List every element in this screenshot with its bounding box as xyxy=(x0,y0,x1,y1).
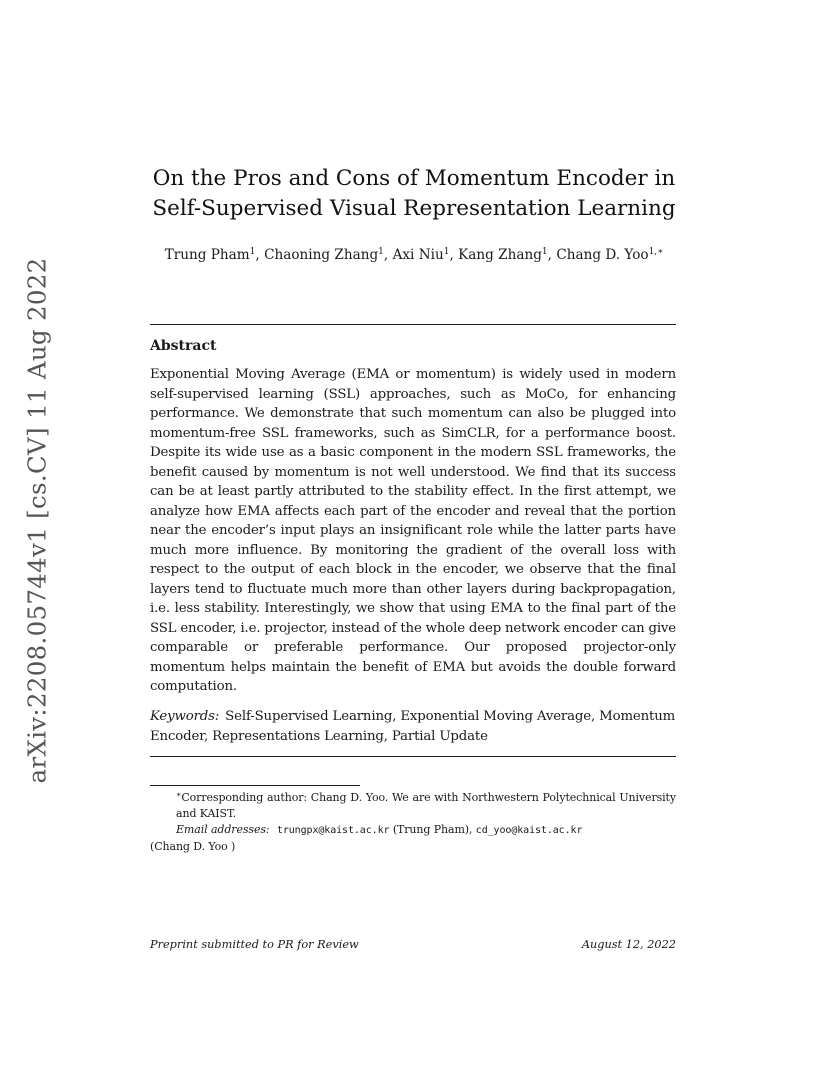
author-name: Trung Pham xyxy=(164,247,250,263)
submission-date: August 12, 2022 xyxy=(581,938,676,951)
email-link-1[interactable]: trungpx@kaist.ac.kr xyxy=(276,825,390,836)
arxiv-identifier xyxy=(22,256,52,784)
email-owner-2: (Chang D. Yoo ) xyxy=(150,840,236,853)
preprint-note: Preprint submitted to PR for Review xyxy=(150,938,359,951)
keywords-block xyxy=(150,707,676,746)
abstract-top-rule xyxy=(150,324,676,325)
author-list: Trung Pham$^1$, Chaoning Zhang$^1$, Axi Niu$^1$, Kang Zhang$^1$, Chang D. Yoo$^{1,∗}$ xyxy=(164,247,664,263)
author-name: Chang D. Yoo xyxy=(556,247,649,263)
footnote-corresponding xyxy=(150,790,676,822)
author-name: Axi Niu xyxy=(392,247,444,263)
email-owner-1: (Trung Pham), xyxy=(392,823,473,836)
author-affiliation-mark: 1 xyxy=(443,247,450,257)
author-affiliation-mark: 1,∗ xyxy=(648,247,664,257)
footnote-emails xyxy=(150,822,676,839)
title-line-2: Self-Supervised Visual Representation Learning xyxy=(152,196,676,221)
author-name: Chaoning Zhang xyxy=(264,247,379,263)
abstract-body: Exponential Moving Average (EMA or momentum) is widely used in modern self-supervised learning (SSL) approaches, such as MoCo, for enhancing performance. We demonstrate that such momentum can also be plugged into momentum-free SSL frameworks, such as SimCLR, for a performance boost. Despite its wide use as a basic component in the modern SSL frameworks, the benefit caused by momentum is not well understood. We find that its success can be at least partly attributed to the stability effect. In the first attempt, we analyze how EMA affects each part of the encoder and reveal that the portion near the encoder’s input plays an insignificant role while the latter parts have much more influence. By monitoring the gradient of the overall loss with respect to the output of each block in the encoder, we observe that the final layers tend to fluctuate much more than other layers during backpropagation, i.e. less stability. Interestingly, we show that using EMA to the final part of the SSL encoder, i.e. projector, instead of the whole deep network encoder can give comparable or preferable performance. Our proposed projector-only momentum helps maintain the benefit of EMA but avoids the double forward computation. xyxy=(150,367,676,694)
abstract-bottom-rule xyxy=(150,756,676,757)
email-label: Email addresses: xyxy=(176,823,270,836)
footnote-mark: ∗ xyxy=(176,790,182,799)
footnote xyxy=(150,790,676,855)
footnote-rule xyxy=(150,785,360,786)
author-affiliation-mark: 1 xyxy=(541,247,548,257)
abstract-heading: Abstract xyxy=(150,338,217,354)
paper-title xyxy=(0,164,828,224)
footnote-corresponding-text: Corresponding author: Chang D. Yoo. We are with Northwestern Polytechnical University and KAIST. xyxy=(176,791,676,820)
author-affiliation-mark: 1 xyxy=(249,247,256,257)
author-affiliation-mark: 1 xyxy=(378,247,384,257)
title-line-1: On the Pros and Cons of Momentum Encoder in xyxy=(152,166,676,191)
keywords-label: Keywords: xyxy=(150,709,220,724)
arxiv-identifier-text: arXiv:2208.05744v1 [cs.CV] 11 Aug 2022 xyxy=(22,256,52,784)
email-link-2[interactable]: cd_yoo@kaist.ac.kr xyxy=(475,825,583,836)
author-name: Kang Zhang xyxy=(458,247,542,263)
keywords-text: Self-Supervised Learning, Exponential Moving Average, Momentum Encoder, Representations Learning, Partial Update xyxy=(150,709,676,744)
